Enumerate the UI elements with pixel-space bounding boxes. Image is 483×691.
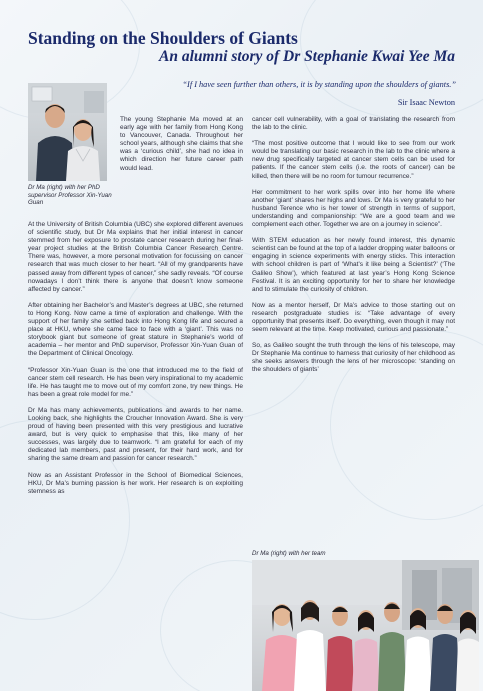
right-column [252,116,455,383]
article-title: Standing on the Shoulders of Giants [28,28,298,48]
photo-dr-ma-with-supervisor [28,83,107,181]
photo1-caption: Dr Ma (right) with her PhD supervisor Professor Xin-Yuan Guan [28,184,112,207]
left-column-intro [120,116,243,181]
article-subtitle: An alumni story of Dr Stephanie Kwai Yee Ma [159,48,455,65]
photo-dr-ma-with-team [252,560,479,691]
left-column [28,221,243,504]
quote-author: Sir Isaac Newton [397,98,455,107]
paragraph: Her commitment to her work spills over into her home life where another ‘giant’ shares her highs and lows. Dr Ma is very grateful to her husband Terence who is her tower of strength in terms of support, understanding and companionship: “We are a good team and we complement each other. Together we are on a journey in science”. [252,188,455,229]
paragraph: Now as an Assistant Professor in the School of Biomedical Sciences, HKU, Dr Ma’s burning passion is her work. Her research is on exploiting stemness as [28,471,243,495]
paragraph: Dr Ma has many achievements, publications and awards to her name. Looking back, she highlights the Croucher Innovation Award. She is very proud of having been presented with this very prestigious and lucrative award, but is very quick to emphasise that this, like many of her successes, was largely due to teamwork. “I am grateful for each of my dedicated lab members, past and present, for their hard work, and for sharing the same dream and passion for cancer research.” [28,406,243,463]
paragraph: cancer cell vulnerability, with a goal of translating the research from the lab to the clinic. [252,116,455,132]
paragraph: After obtaining her Bachelor’s and Master’s degrees at UBC, she returned to Hong Kong. Now came a time of exploration and challenge. With the support of her family she settled back into Hong Kong life and secured a place at HKU, where she came face to face with a ‘giant’. This was no storybook giant but someone of great stature in Stephanie’s world of academia – her mentor and PhD supervisor, Professor Xin-Yuan Guan of the Department of Clinical Oncology. [28,301,243,358]
photo2-caption: Dr Ma (right) with her team [252,550,326,557]
paragraph: “The most positive outcome that I would like to see from our work would be translating our basic research in the lab to the clinic where a new drug specifically targeted at cancer stem cells can be used for patients. If the cancer stem cells (i.e. the roots of cancer) can be killed, then there will be no room for tumour recurrence.” [252,140,455,180]
paragraph: With STEM education as her newly found interest, this dynamic scientist can be found at the top of a ladder dropping water balloons or engaging in science experiments with energy sticks. This interaction with school children is part of ‘What’s it like being a Scientist?’ (‘The Galileo Show’), which featured at last year’s Hong Kong Science Festival. It is an exciting opportunity for her to share her knowledge and to stimulate the curiosity of children. [252,237,455,293]
paragraph: So, as Galileo sought the truth through the lens of his telescope, may Dr Stephanie Ma continue to harness that curiosity of her childhood as she seeks answers through the lens of her microscope: ‘standing on the shoulders of giants’ [252,342,455,374]
paragraph: “Professor Xin-Yuan Guan is the one that introduced me to the field of cancer stem cell research. He has been very inspirational to my academic life. He has taught me to move out of my comfort zone, try new things. He has been a great role model for me.” [28,366,243,398]
paragraph: At the University of British Columbia (UBC) she explored different avenues of scientific study, but Dr Ma explains that her initial interest in cancer stemmed from her exposure to prostate cancer research during her final-year project studies at the British Columbia Cancer Research Centre. There was, however, a more personal motivation for focussing on cancer research that was much closer to her heart. “All of my grandparents have passed away from different types of cancer,” she sadly reveals. “Of course nowadays I don’t think there is anyone that doesn’t know someone affected by cancer.” [28,221,243,293]
intro-paragraph: The young Stephanie Ma moved at an early age with her family from Hong Kong to Vancouver, Canada. Throughout her school years, although she claims that she was a ‘curious child’, she had no idea in which direction her future career path would lead. [120,116,243,172]
newton-quote: “If I have seen further than others, it is by standing upon the shoulders of giants.” [182,80,456,89]
paragraph: Now as a mentor herself, Dr Ma’s advice to those starting out on research postgraduate studies is: “Take advantage of every opportunity that presents itself. Do everything, even though it may not seem relevant at the time. Keep motivated, curious and passionate.” [252,301,455,334]
